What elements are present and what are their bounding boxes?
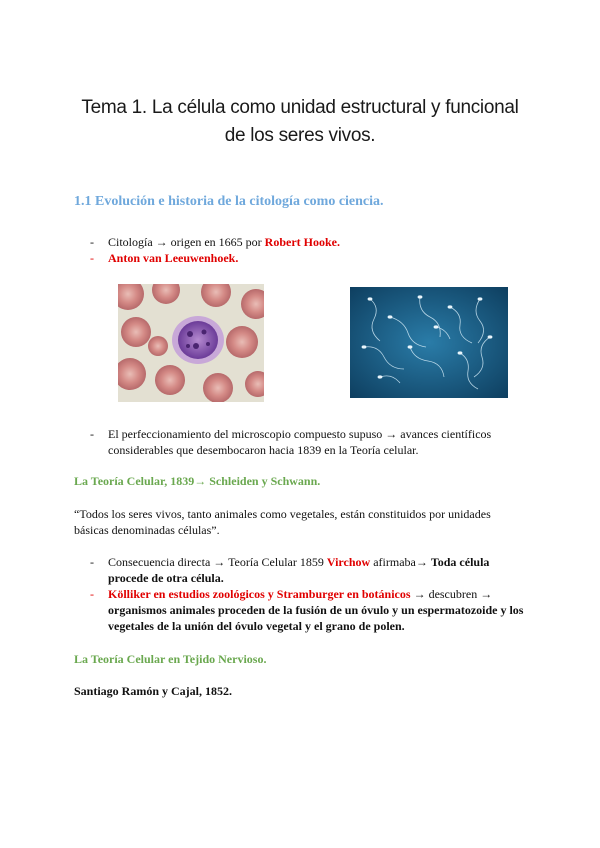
list-text: Citología → origen en 1665 por <box>108 235 265 249</box>
list-text: El perfeccionamiento del microscopio compuesto supuso → avances científicos considerables que desembocaron hacia 1839 en la Teoría celular. <box>108 427 492 457</box>
list-item <box>90 250 530 266</box>
bold-text: Toda célula procede de otra célula. <box>108 555 490 585</box>
section-subheading: La Teoría Celular en Tejido Nervioso. <box>74 652 267 666</box>
list-dash: - <box>90 555 94 569</box>
spermatozoa-micrograph-icon <box>350 287 508 398</box>
highlight-name: Kölliker en estudios zoológicos y Stramburger en botánicos <box>108 587 411 601</box>
highlight-name: Robert Hooke. <box>264 235 340 249</box>
closing-line: Santiago Ramón y Cajal, 1852. <box>74 684 233 698</box>
page-title: Tema 1. La célula como unidad estructural y funcional de los seres vivos. <box>81 97 519 146</box>
list-text: Consecuencia directa → Teoría Celular 1859 <box>108 555 327 569</box>
list-dash: - <box>90 251 94 265</box>
section-subheading: La Teoría Celular, 1839→ Schleiden y Schwann. <box>74 474 321 488</box>
highlight-name: Virchow <box>326 555 371 569</box>
quote-paragraph: “Todos los seres vivos, tanto animales como vegetales, están constituidos por unidades básicas denominadas células”. <box>74 507 491 537</box>
list-text: afirmaba→ <box>370 555 431 569</box>
list-dash: - <box>90 587 94 601</box>
bold-text: organismos animales proceden de la fusión de un óvulo y un espermatozoide y los vegetales de la unión del óvulo vegetal y el grano de polen. <box>108 603 524 633</box>
section-heading: 1.1 Evolución e historia de la citología como ciencia. <box>74 194 384 209</box>
list-item <box>90 426 530 458</box>
blood-cells-micrograph-icon <box>118 284 264 402</box>
list-dash: - <box>90 427 94 441</box>
list-item <box>90 586 530 634</box>
list-text: → descubren → <box>410 587 493 601</box>
list-dash: - <box>90 235 94 249</box>
list-item <box>90 234 530 250</box>
highlight-name: Anton van Leeuwenhoek. <box>108 251 239 265</box>
list-item <box>90 554 530 586</box>
